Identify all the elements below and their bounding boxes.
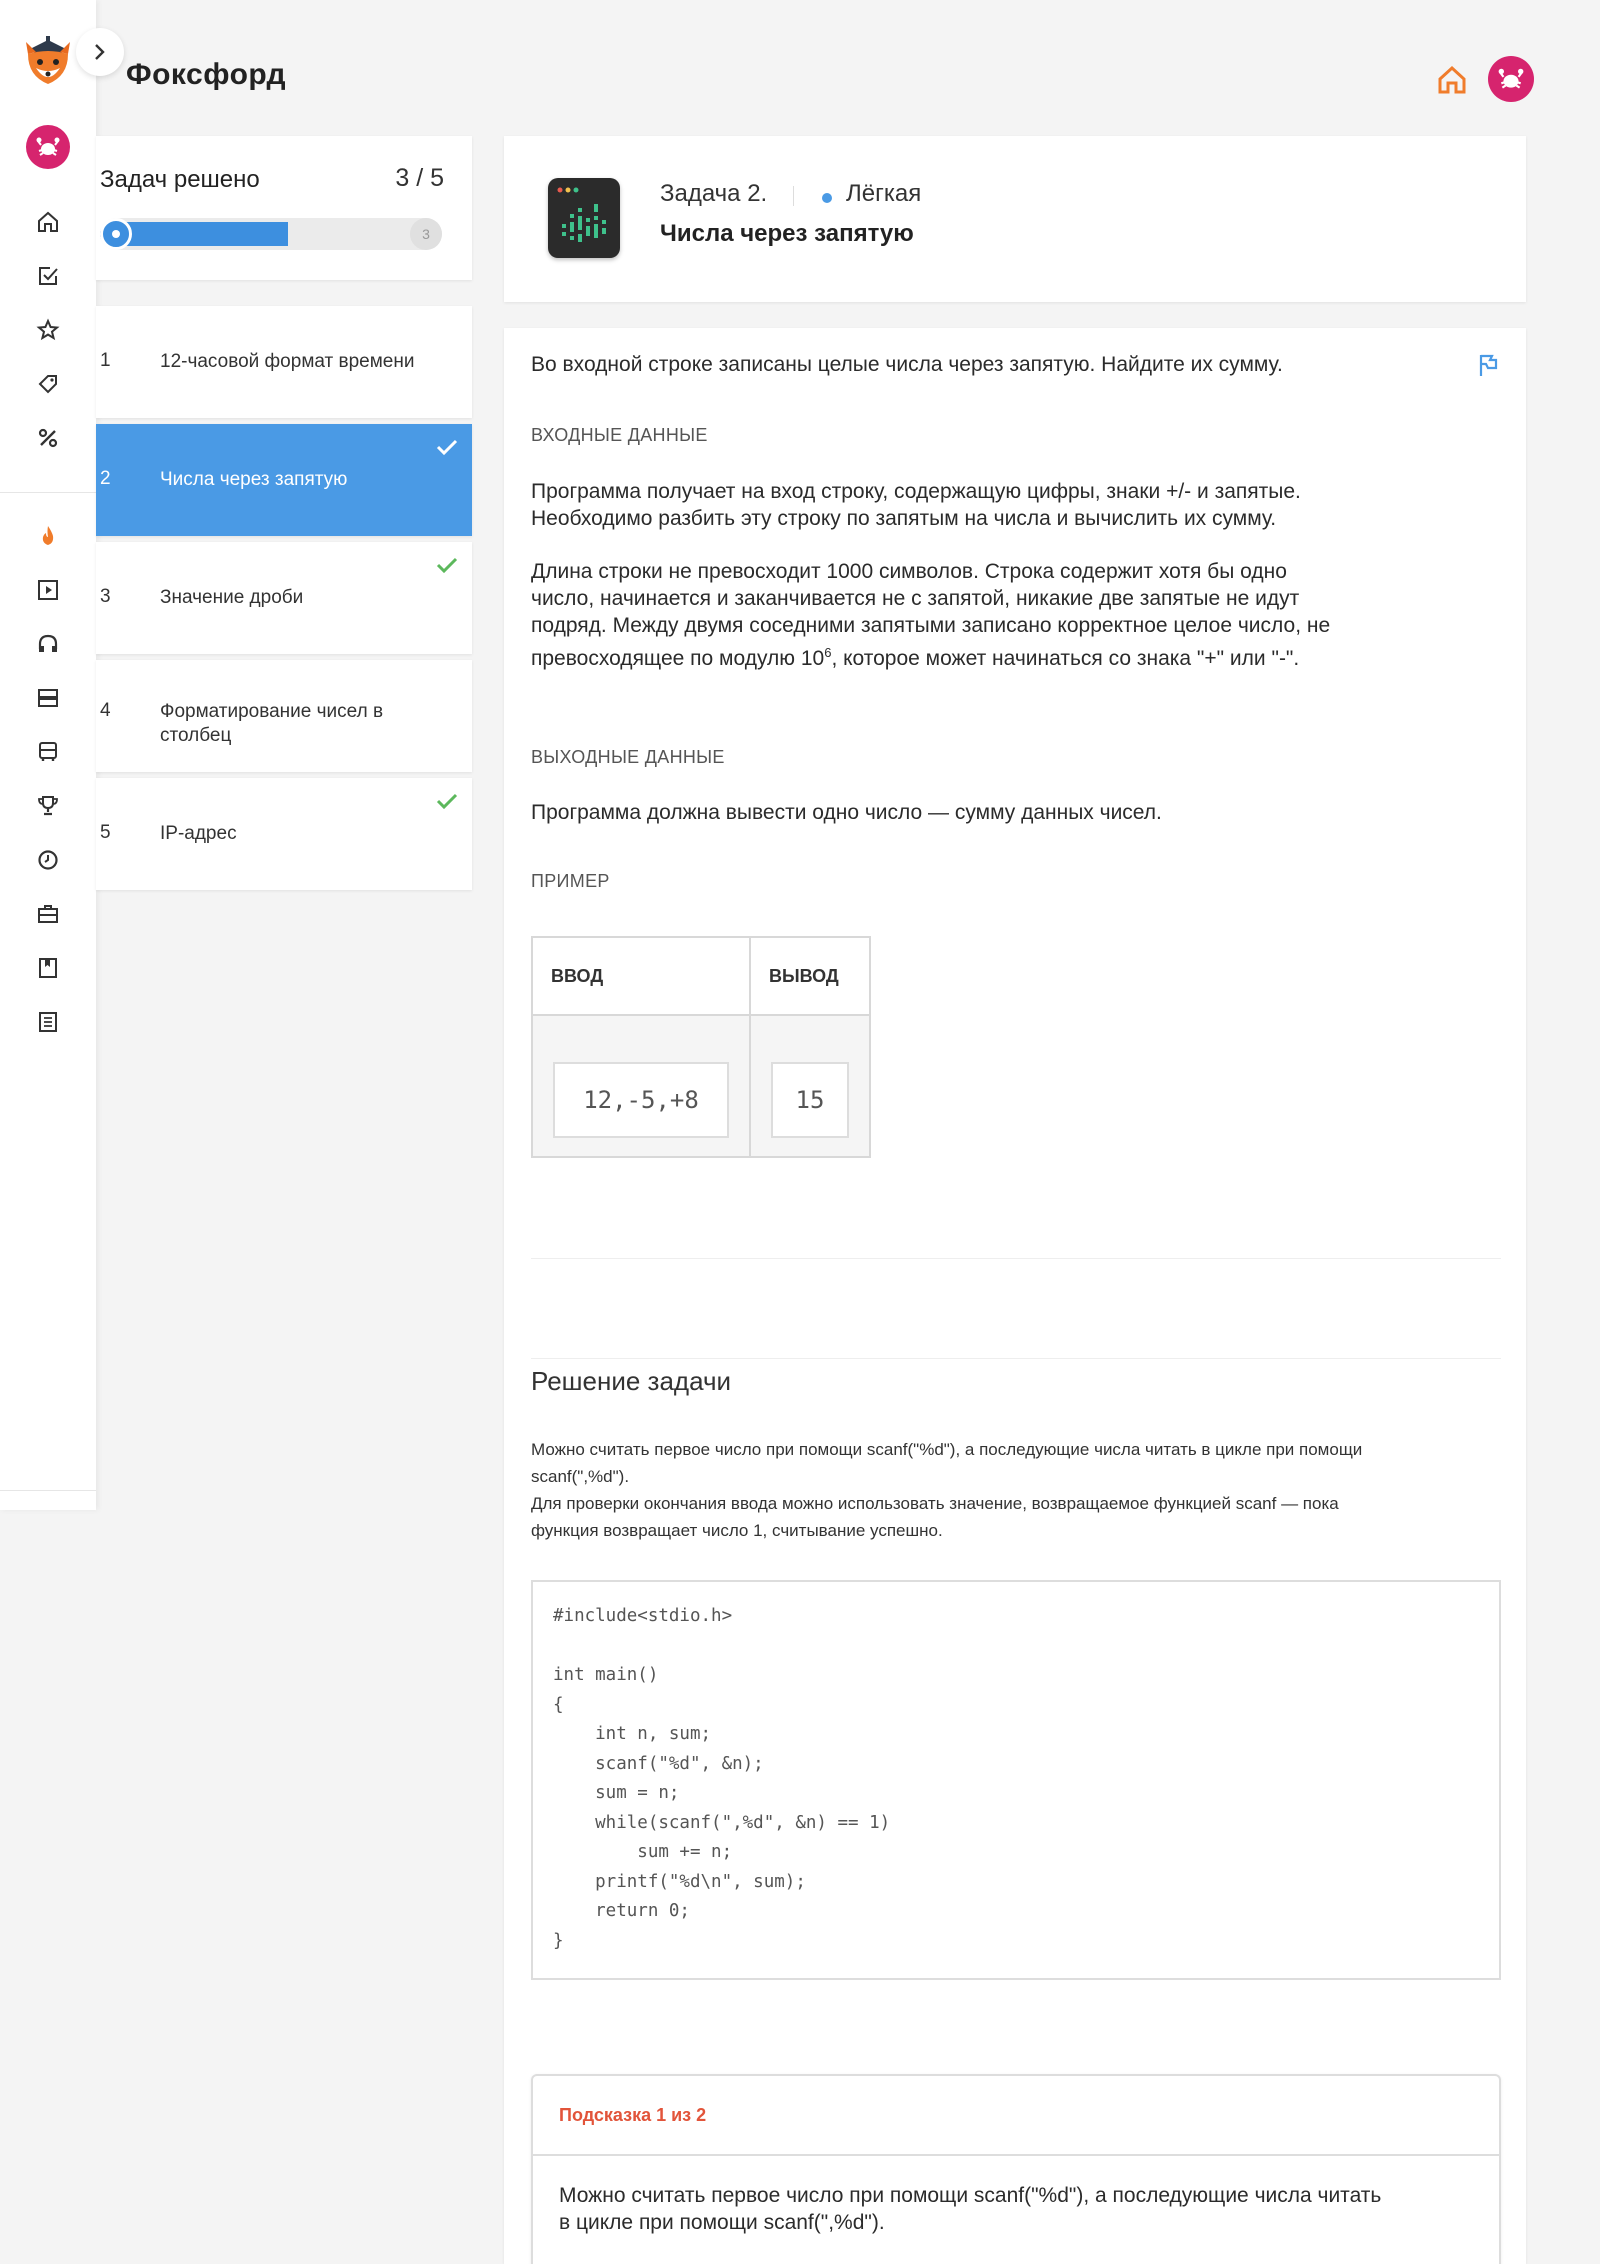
- home-icon[interactable]: [34, 208, 62, 236]
- task-title: Числа через запятую: [160, 469, 348, 490]
- chevron-right-icon: [93, 42, 107, 62]
- input-text-line: Программа получает на вход строку, содержащую цифры, знаки +/- и запятые.: [531, 480, 1301, 503]
- example-section-title: ПРИМЕР: [531, 871, 610, 891]
- task-list-item[interactable]: [96, 660, 472, 772]
- fire-icon[interactable]: [34, 522, 62, 550]
- task-list-item[interactable]: [96, 778, 472, 890]
- hint-title[interactable]: Подсказка 1 из 2: [533, 2076, 1499, 2156]
- task-number: 1: [100, 350, 111, 371]
- user-avatar[interactable]: [1488, 56, 1534, 102]
- sidebar-expand-button[interactable]: [76, 28, 124, 76]
- task-list-item[interactable]: [96, 542, 472, 654]
- foxford-logo-icon[interactable]: [22, 28, 74, 88]
- briefcase-icon[interactable]: [34, 900, 62, 928]
- notebook-icon[interactable]: [34, 954, 62, 982]
- input-text-line: Необходимо разбить эту строку по запятым на числа и вычислить их сумму.: [531, 507, 1277, 530]
- courses-icon[interactable]: [34, 684, 62, 712]
- solution-text-line: функция возвращает число 1, считывание успешно.: [531, 1521, 943, 1540]
- example-output-value[interactable]: 15: [771, 1062, 849, 1138]
- statement-intro: Во входной строке записаны целые числа через запятую. Найдите их сумму.: [531, 353, 1283, 376]
- task-code-badge-icon: [548, 178, 620, 258]
- hint-text-line: Можно считать первое число при помощи scanf("%d"), а последующие числа читать: [559, 2184, 1382, 2207]
- star-icon[interactable]: [34, 316, 62, 344]
- progress-title: Задач решено: [100, 166, 260, 193]
- percent-icon[interactable]: [34, 424, 62, 452]
- check-icon: [436, 556, 458, 574]
- brand-title[interactable]: Фоксфорд: [126, 58, 287, 91]
- exponent: 6: [824, 645, 832, 660]
- hint-card[interactable]: [531, 2074, 1501, 2264]
- video-icon[interactable]: [34, 576, 62, 604]
- user-avatar[interactable]: [26, 125, 70, 169]
- tag-icon[interactable]: [34, 370, 62, 398]
- difficulty-dot: [822, 193, 832, 203]
- report-flag-icon[interactable]: [1476, 352, 1502, 378]
- solution-text: [531, 1436, 1491, 1544]
- solution-text-line: Можно считать первое число при помощи scanf("%d"), а последующие числа читать в цикле при помощи: [531, 1440, 1363, 1459]
- task-title: IP-адрес: [160, 823, 237, 844]
- solution-text-line: Для проверки окончания ввода можно использовать значение, возвращаемое функцией scanf — пока: [531, 1494, 1339, 1513]
- progress-end-marker: 3: [410, 218, 442, 250]
- output-text: Программа должна вывести одно число — сумму данных чисел.: [531, 801, 1162, 824]
- crab-icon: [35, 135, 61, 159]
- progress-card: [96, 136, 472, 280]
- task-list-item[interactable]: [96, 306, 472, 418]
- example-body: [533, 1014, 869, 1156]
- input-text-part: , которое может начинаться со знака "+" или "-".: [831, 647, 1300, 670]
- hint-text-line: в цикле при помощи scanf(",%d").: [559, 2211, 885, 2234]
- input-text-line: Длина строки не превосходит 1000 символов. Строка содержит хотя бы одно: [531, 560, 1287, 583]
- example-output-header: ВЫВОД: [769, 965, 839, 986]
- input-text-part: превосходящее по модулю 10: [531, 647, 825, 670]
- divider: [531, 1358, 1501, 1359]
- progress-count: 3 / 5: [395, 164, 444, 192]
- example-input-value[interactable]: 12,-5,+8: [553, 1062, 729, 1138]
- home-icon[interactable]: [1436, 64, 1468, 96]
- input-text-line: число, начинается и заканчивается не с запятой, никакие две запятые не идут: [531, 587, 1300, 610]
- solution-code: #include<stdio.h> int main() { int n, sum; scanf("%d", &n); sum = n; while(scanf(",%d", &n) == 1) sum += n; printf("%d\n", sum); return 0; }: [553, 1606, 891, 1951]
- task-number: 4: [100, 700, 111, 721]
- progress-start-marker: [100, 218, 132, 250]
- sidebar: [0, 0, 96, 1510]
- sidebar-divider: [0, 492, 96, 493]
- table-divider: [749, 938, 751, 1156]
- bus-icon[interactable]: [34, 738, 62, 766]
- task-number: 2: [100, 468, 111, 489]
- clock-icon[interactable]: [34, 846, 62, 874]
- separator: [793, 186, 794, 206]
- crab-icon: [1497, 66, 1525, 92]
- trophy-icon[interactable]: [34, 792, 62, 820]
- headphones-icon[interactable]: [34, 630, 62, 658]
- task-label: Задача 2.: [660, 180, 768, 207]
- input-text-line: подряд. Между двумя соседними запятыми записано корректное целое число, не: [531, 614, 1331, 637]
- divider: [531, 1258, 1501, 1259]
- task-title: Форматирование чисел в столбец: [160, 701, 384, 746]
- solution-code-block[interactable]: [531, 1580, 1501, 1980]
- task-list-item-active[interactable]: [96, 424, 472, 536]
- solution-title: Решение задачи: [531, 1366, 732, 1396]
- progress-bar: [100, 218, 442, 250]
- task-difficulty: Лёгкая: [846, 180, 922, 207]
- solution-text-line: scanf(",%d").: [531, 1467, 630, 1486]
- task-content-card: [504, 328, 1526, 2264]
- task-number: 3: [100, 586, 111, 607]
- input-section-title: ВХОДНЫЕ ДАННЫЕ: [531, 425, 708, 445]
- input-text-line: [531, 639, 1471, 672]
- output-section-title: ВЫХОДНЫЕ ДАННЫЕ: [531, 747, 725, 767]
- tasks-check-icon[interactable]: [34, 262, 62, 290]
- task-name: Числа через запятую: [660, 220, 914, 247]
- hint-text: [559, 2182, 1479, 2236]
- example-table: [531, 936, 871, 1158]
- task-header-card: [504, 136, 1526, 302]
- check-icon: [436, 438, 458, 456]
- sidebar-divider: [0, 1490, 96, 1491]
- task-title: Значение дроби: [160, 587, 304, 608]
- example-input-header: ВВОД: [551, 965, 604, 986]
- task-title: 12-часовой формат времени: [160, 351, 415, 372]
- task-number: 5: [100, 822, 111, 843]
- document-list-icon[interactable]: [34, 1008, 62, 1036]
- check-icon: [436, 792, 458, 810]
